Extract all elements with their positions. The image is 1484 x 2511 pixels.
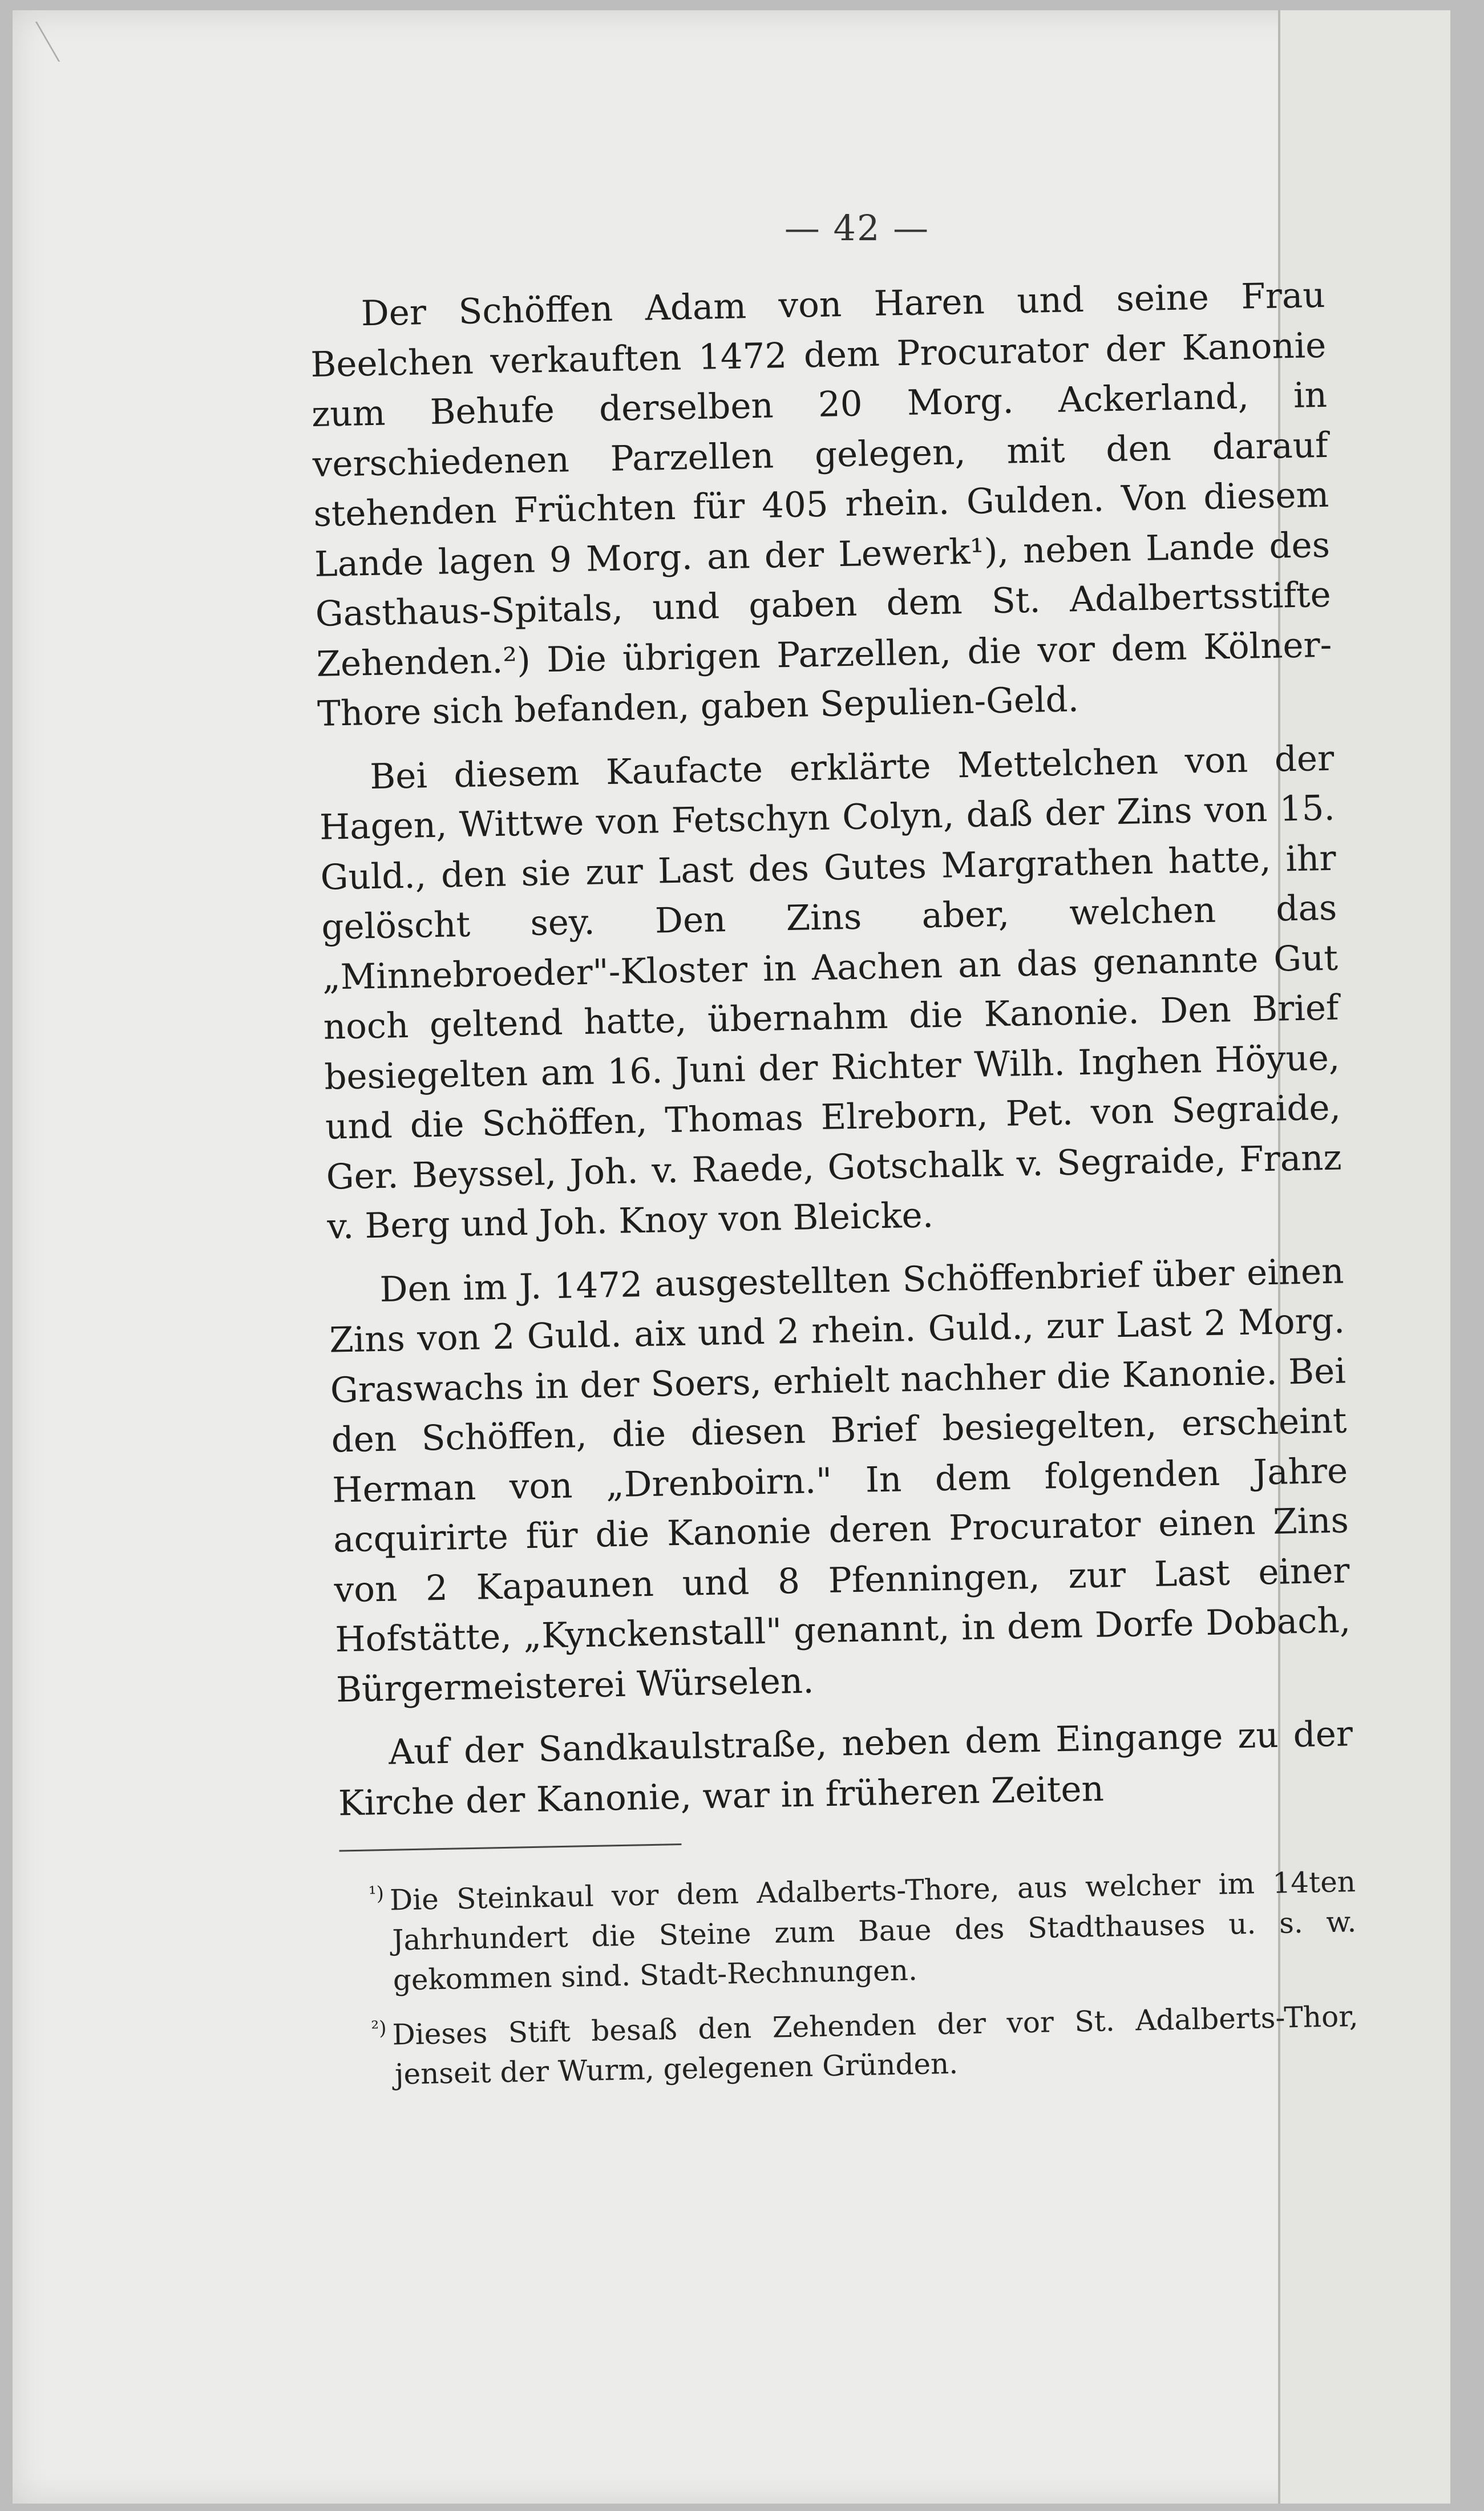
- footnote-2-text: Dieses Stift besaß den Zehenden der vor St. Adalberts-Thor, jenseit der Wurm, gelegenen Gründen.: [392, 1999, 1358, 2092]
- footnote-2: [342, 1990, 1360, 2096]
- paragraph-3: Den im J. 1472 ausgestellten Schöffenbrief über einen Zins von 2 Guld. aix und 2 rhein. Guld., zur Last 2 Morg. Graswachs in der Soers, erhielt nachher die Kanonie. Bei den Schöffen, die diesen Brief besiegelten, erscheint Herman von „Drenboirn." In dem folgenden Jahre acquirirte für die Kanonie deren Procurator einen Zins von 2 Kapaunen und 8 Pfenningen, zur Last einer Hofstätte, „Kynckenstall" genannt, in dem Dorfe Dobach, Bürgermeisterei Würselen.: [329, 1251, 1351, 1711]
- page-number: — 42 —: [784, 207, 930, 249]
- footnote-1: [339, 1855, 1357, 2001]
- main-text: [309, 270, 1360, 2104]
- book-page: [13, 10, 1450, 2504]
- corner-crease-mark: [35, 22, 106, 62]
- paragraph-2: Bei diesem Kaufacte erklärte Mettelchen von der Hagen, Wittwe von Fetschyn Colyn, daß der Zins von 15. Guld., den sie zur Last des Gutes Margrathen hatte, ihr gelöscht sey. Den Zins aber, welchen das „Minnebroeder"-Kloster in Aachen an das genannte Gut noch geltend hatte, übernahm die Kanonie. Den Brief besiegelten am 16. Juni der Richter Wilh. Inghen Höyue, und die Schöffen, Thomas Elreborn, Pet. von Segraide, Ger. Beyssel, Joh. v. Raede, Gotschalk v. Segraide, Franz v. Berg und Joh. Knoy von Bleicke.: [319, 738, 1343, 1247]
- footnote-1-mark: ¹): [368, 1882, 385, 1906]
- footnote-1-text: Die Steinkaul vor dem Adalberts-Thore, aus welcher im 14ten Jahrhundert die Steine zum Baue des Stadthauses u. s. w. gekommen sind. Stadt-Rechnungen.: [389, 1865, 1357, 1997]
- footnote-2-mark: ²): [371, 2016, 387, 2040]
- footnotes: [339, 1855, 1359, 2095]
- paragraph-4: Auf der Sandkaulstraße, neben dem Eingange zu der Kirche der Kanonie, war in früheren Zeiten: [338, 1713, 1353, 1824]
- paragraph-1: Der Schöffen Adam von Haren und seine Frau Beelchen verkauften 1472 dem Procurator der Kanonie zum Behufe derselben 20 Morg. Ackerland, in verschiedenen Parzellen gelegen, mit den darauf stehenden Früchten für 405 rhein. Gulden. Von diesem Lande lagen 9 Morg. an der Lewerk¹), neben Lande des Gasthaus-Spitals, und gaben dem St. Adalbertsstifte Zehenden.²) Die übrigen Parzellen, die vor dem Kölner-Thore sich befanden, gaben Sepulien-Geld.: [310, 274, 1332, 734]
- footnote-separator: [339, 1843, 682, 1852]
